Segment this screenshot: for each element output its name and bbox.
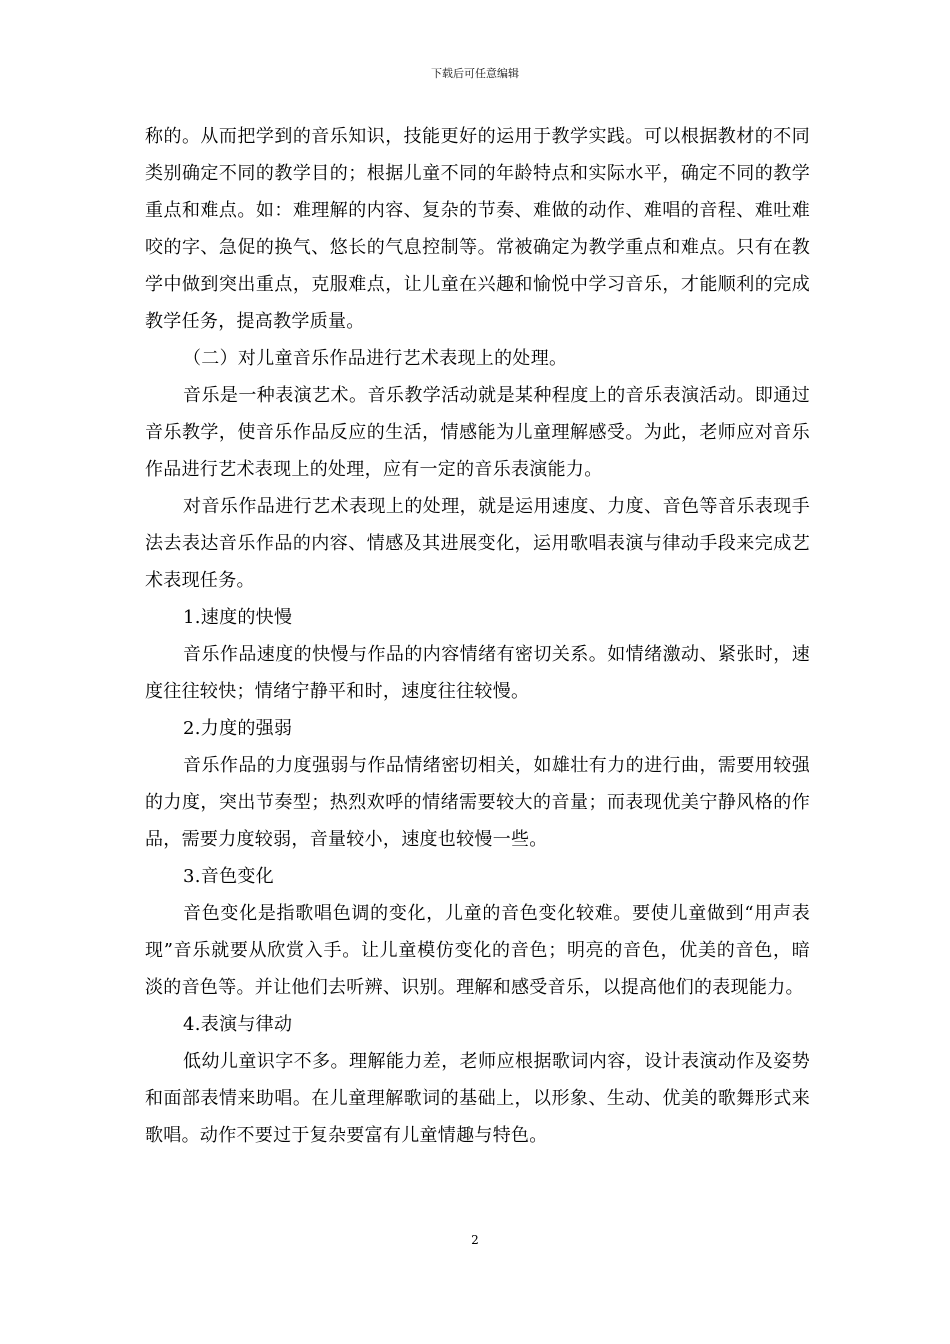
paragraph-2: 音乐是一种表演艺术。音乐教学活动就是某种程度上的音乐表演活动。即通过音乐教学，使音乐作品反应的生活，情感能为儿童理解感受。为此，老师应对音乐作品进行艺术表现上的处理，应有一定的音乐表演能力。	[145, 385, 810, 480]
subheading-performance: 4.表演与律动	[183, 1014, 293, 1035]
page-number: 2	[471, 1233, 479, 1247]
paragraph-timbre: 音色变化是指歌唱色调的变化，儿童的音色变化较难。要使儿童做到“用声表现”音乐就要从欣赏入手。让儿童模仿变化的音色；明亮的音色，优美的音色，暗淡的音色等。并让他们去听辨、识别。理解和感受音乐，以提高他们的表现能力。	[145, 903, 810, 998]
document-body	[145, 118, 810, 1154]
page-header: 下载后可任意编辑	[431, 67, 519, 80]
subheading-timbre: 3.音色变化	[183, 866, 274, 887]
subheading-speed: 1.速度的快慢	[183, 607, 293, 628]
paragraph-1: 称的。从而把学到的音乐知识，技能更好的运用于教学实践。可以根据教材的不同类别确定不同的教学目的；根据儿童不同的年龄特点和实际水平，确定不同的教学重点和难点。如：难理解的内容、复杂的节奏、难做的动作、难唱的音程、难吐难咬的字、急促的换气、悠长的气息控制等。常被确定为教学重点和难点。只有在教学中做到突出重点，克服难点，让儿童在兴趣和愉悦中学习音乐，才能顺利的完成教学任务，提高教学质量。	[145, 126, 810, 332]
paragraph-performance: 低幼儿童识字不多。理解能力差，老师应根据歌词内容，设计表演动作及姿势和面部表情来助唱。在儿童理解歌词的基础上，以形象、生动、优美的歌舞形式来歌唱。动作不要过于复杂要富有儿童情趣与特色。	[145, 1051, 810, 1146]
paragraph-3: 对音乐作品进行艺术表现上的处理，就是运用速度、力度、音色等音乐表现手法去表达音乐作品的内容、情感及其进展变化，运用歌唱表演与律动手段来完成艺术表现任务。	[145, 496, 810, 591]
paragraph-speed: 音乐作品速度的快慢与作品的内容情绪有密切关系。如情绪激动、紧张时，速度往往较快；情绪宁静平和时，速度往往较慢。	[145, 644, 810, 702]
paragraph-dynamics: 音乐作品的力度强弱与作品情绪密切相关，如雄壮有力的进行曲，需要用较强的力度，突出节奏型；热烈欢呼的情绪需要较大的音量；而表现优美宁静风格的作品，需要力度较弱，音量较小，速度也较慢一些。	[145, 755, 810, 850]
subheading-dynamics: 2.力度的强弱	[183, 718, 293, 739]
section-heading-2: （二）对儿童音乐作品进行艺术表现上的处理。	[183, 348, 568, 369]
